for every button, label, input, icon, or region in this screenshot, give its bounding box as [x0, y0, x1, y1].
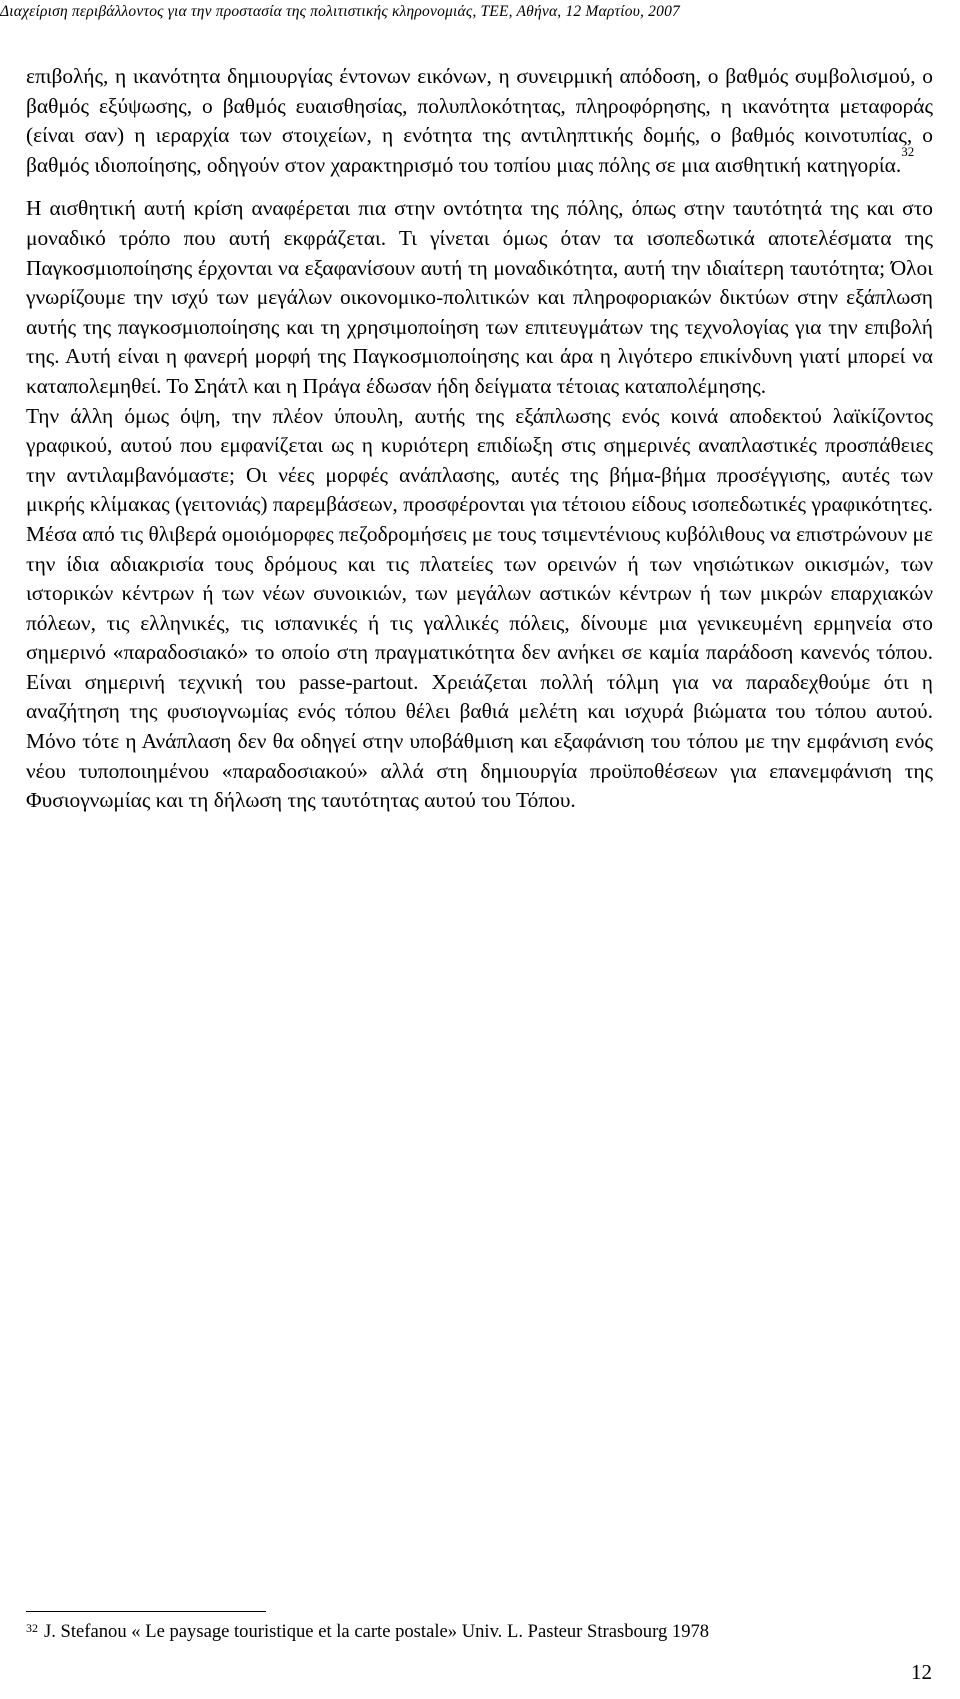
footnote-text: J. Stefanou « Le paysage touristique et la carte postale» Univ. L. Pasteur Strasbourg 1978 — [44, 1621, 710, 1642]
paragraph-text: επιβολής, η ικανότητα δημιουργίας έντονων εικόνων, η συνειρμική απόδοση, ο βαθμός συμβολισμού, ο βαθμός εξύψωσης, ο βαθμός ευαισθησίας, πολυπλοκότητας, πληροφόρησης, η ικανότητα μεταφοράς (είναι σαν) η ιεραρχία των στοιχείων, η ενότητα της αντιληπτικής δομής, ο βαθμός κοινοτυπίας, ο βαθμός ιδιοποίησης, οδηγούν στον χαρακτηρισμό του τοπίου μιας πόλης σε μια αισθητική κατηγορία. — [26, 64, 933, 177]
page-number: 12 — [911, 1660, 932, 1684]
page-body — [26, 62, 933, 816]
body-paragraph: Την άλλη όμως όψη, την πλέον ύπουλη, αυτής της εξάπλωσης ενός κοινά αποδεκτού λαϊκίζοντος γραφικού, αυτού που εμφανίζεται ως η κυριότερη επιδίωξη στις σημερινές αναπλαστικές προσπάθειες την αντιλαμβανόμαστε; Οι νέες μορφές ανάπλασης, αυτές της βήμα-βήμα προσέγγισης, αυτές των μικρής κλίμακας (γειτονιάς) παρεμβάσεων, προσφέρονται για τέτοιου είδους ισοπεδωτικές γραφικότητες. Μέσα από τις θλιβερά ομοιόμορφες πεζοδρομήσεις με τους τσιμεντένιους κυβόλιθους να επιστρώνουν με την ίδια αδιακρισία τους δρόμους και τις πλατείες των ορεινών ή των νησιώτικων οικισμών, των ιστορικών κέντρων ή των νέων συνοικιών, των μεγάλων αστικών κέντρων ή των μικρών επαρχιακών πόλεων, τις ελληνικές, τις ισπανικές ή τις γαλλικές πόλεις, δίνουμε μια γενικευμένη ερμηνεία στο σημερινό «παραδοσιακό» το οποίο στη πραγματικότητα δεν ανήκει σε καμία παράδοση κανενός τόπου. Είναι σημερινή τεχνική του passe-partout. Χρειάζεται πολλή τόλμη για να παραδεχθούμε ότι η αναζήτηση της φυσιογνωμίας ενός τόπου θέλει βαθιά μελέτη και ισχυρά βιώματα του τόπου αυτού. Μόνο τότε η Ανάπλαση δεν θα οδηγεί στην υποβάθμιση και εξαφάνιση του τόπου με την εμφάνιση ενός νέου τυποποιημένου «παραδοσιακού» αλλά στη δημιουργία προϋποθέσεων για επανεμφάνιση της Φυσιογνωμίας και τη δήλωση της ταυτότητας αυτού του Τόπου. — [26, 403, 933, 813]
running-header: Διαχείριση περιβάλλοντος για την προστασία της πολιτιστικής κληρονομιάς, ΤΕΕ, Αθήνα, 12 Μαρτίου, 2007 — [0, 3, 680, 20]
body-paragraph — [26, 62, 933, 180]
body-paragraph: Η αισθητική αυτή κρίση αναφέρεται πια στην οντότητα της πόλης, όπως στην ταυτότητά της και στο μοναδικό τρόπο που αυτή εκφράζεται. Τι γίνεται όμως όταν τα ισοπεδωτικά αποτελέσματα της Παγκοσμιοποίησης έρχονται να εξαφανίσουν αυτή τη μοναδικότητα, αυτή την ιδιαίτερη ταυτότητα; Όλοι γνωρίζουμε την ισχύ των μεγάλων οικονομικο-πολιτικών και πληροφοριακών δικτύων στην εξάπλωση αυτής της παγκοσμιοποίησης και τη χρησιμοποίηση των επιτευγμάτων της τεχνολογίας για την επιβολή της. Αυτή είναι η φανερή μορφή της Παγκοσμιοποίησης και άρα η λιγότερο επικίνδυνη γιατί μπορεί να καταπολεμηθεί. Το Σηάτλ και η Πράγα έδωσαν ήδη δείγματα τέτοιας καταπολέμησης. — [26, 196, 933, 398]
footnote — [26, 1621, 709, 1643]
footnote-separator — [26, 1611, 266, 1612]
footnote-number: 32 — [26, 1621, 38, 1635]
footnote-reference: 32 — [901, 143, 915, 159]
